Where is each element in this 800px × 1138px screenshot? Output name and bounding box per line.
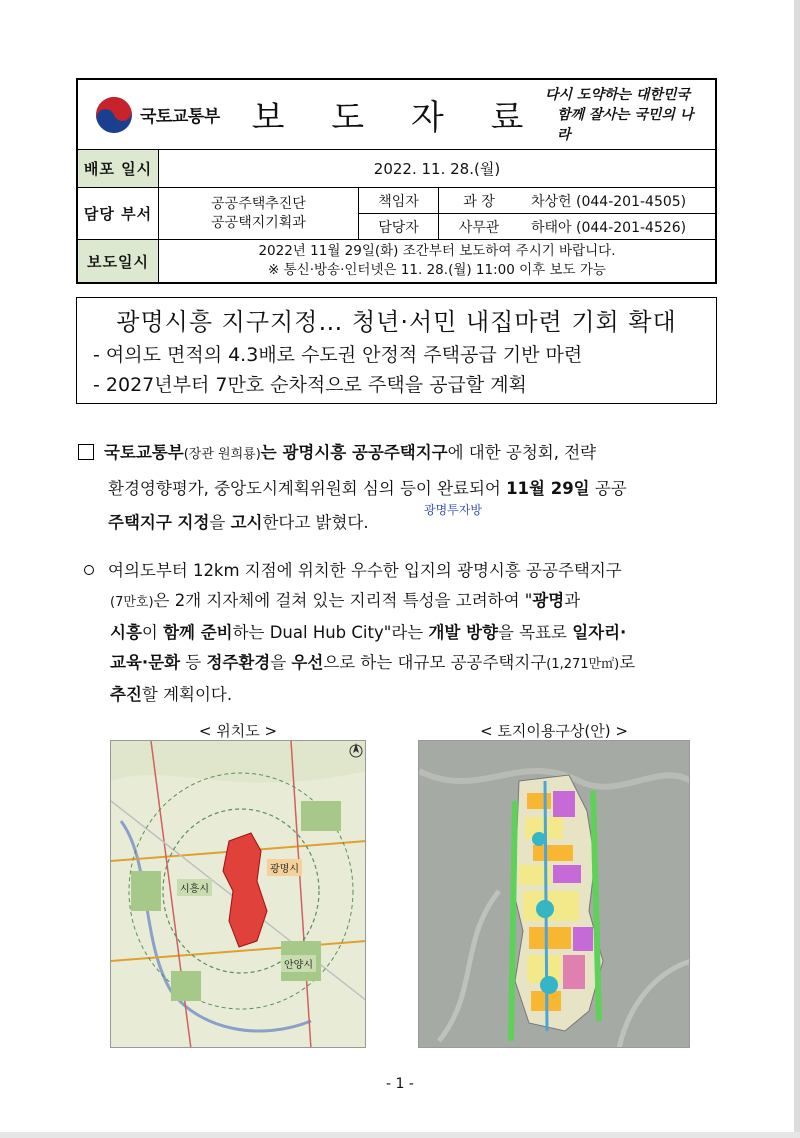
embargo-row: [78, 240, 715, 282]
detail-paragraph: 여의도부터 12km 지점에 위치한 우수한 입지의 광명시흥 공공주택지구 (7만호)은 2개 지자체에 걸쳐 있는 지리적 특성을 고려하여 "광명과 시흥이 함께 준비하는 Dual Hub City"라는 개발 방향을 목표로 일자리· 교육·문화 등 정주환경을 우선으로 하는 대규모 공공주택지구(1,271만㎡)로 추진할 계획이다.: [84, 556, 720, 710]
source-tag[interactable]: 광명투자방: [424, 503, 482, 517]
location-map: [110, 740, 366, 1048]
map-label: 시흥시: [177, 879, 212, 896]
headline-title: 광명시흥 지구지정… 청년·서민 내집마련 기회 확대: [116, 308, 677, 336]
location-map-graphic: [111, 741, 366, 1048]
land-use-plan-map: [418, 740, 690, 1048]
ministry-name: 국토교통부: [140, 107, 220, 127]
headline-box: [76, 297, 717, 404]
embargo-label: 보도일시: [78, 240, 159, 282]
page-edge-bottom: [0, 1132, 800, 1138]
land-use-plan-caption: < 토지이용구상(안) >: [480, 722, 628, 740]
release-date-row: [78, 150, 715, 188]
embargo-text: 2022년 11월 29일(화) 조간부터 보도하여 주시기 바랍니다. ※ 통신·방송·인터넷은 11. 28.(월) 11:00 이후 보도 가능: [258, 243, 616, 278]
contact-role: 책임자: [359, 188, 439, 213]
page-number: - 1 -: [386, 1076, 414, 1092]
press-release-header: [76, 78, 717, 284]
department-name: 공공주택추진단 공공택지기획과: [159, 188, 359, 239]
contact-role: 담당자: [359, 214, 439, 239]
page-edge: [794, 0, 800, 1138]
lead-paragraph: 국토교통부(장관 원희룡)는 광명시흥 공공주택지구에 대한 공청회, 전략 환경영향평가, 중앙도시계획위원회 심의 등이 완료되어 11월 29일 공공 주택지구 지정을 고시한다고 밝혔다.: [78, 436, 718, 540]
circle-bullet-icon: [84, 565, 94, 575]
location-map-caption: < 위치도 >: [198, 722, 278, 740]
government-slogan: 다시 도약하는 대한민국 함께 잘사는 국민의 나라: [545, 86, 694, 143]
contact-row: [359, 214, 715, 239]
contact-row: [359, 188, 715, 214]
contact-name-phone: 차상헌 (044-201-4505): [531, 193, 687, 210]
contact-list: [359, 188, 715, 239]
department-row: [78, 188, 715, 240]
release-date-value: 2022. 11. 28.(월): [373, 160, 501, 178]
map-label: 안양시: [281, 955, 316, 972]
headline-subpoint: - 2027년부터 7만호 순차적으로 주택을 공급할 계획: [93, 374, 527, 396]
document-title: 보 도 자 료: [251, 98, 542, 138]
contact-position: 과 장: [463, 193, 495, 210]
map-label: 광명시: [267, 859, 302, 876]
title-row: [78, 80, 715, 150]
ministry-logo: [78, 97, 248, 133]
headline-subpoint: - 여의도 면적의 4.3배로 수도권 안정적 주택공급 기반 마련: [93, 344, 583, 366]
department-label: 담당 부서: [78, 188, 159, 239]
contact-name-phone: 하태아 (044-201-4526): [531, 219, 687, 236]
land-use-plan-graphic: [419, 741, 690, 1048]
release-date-label: 배포 일시: [78, 150, 159, 187]
taegeuk-emblem-icon: [91, 91, 137, 137]
contact-position: 사무관: [458, 219, 500, 236]
checkbox-bullet-icon: [78, 444, 94, 460]
